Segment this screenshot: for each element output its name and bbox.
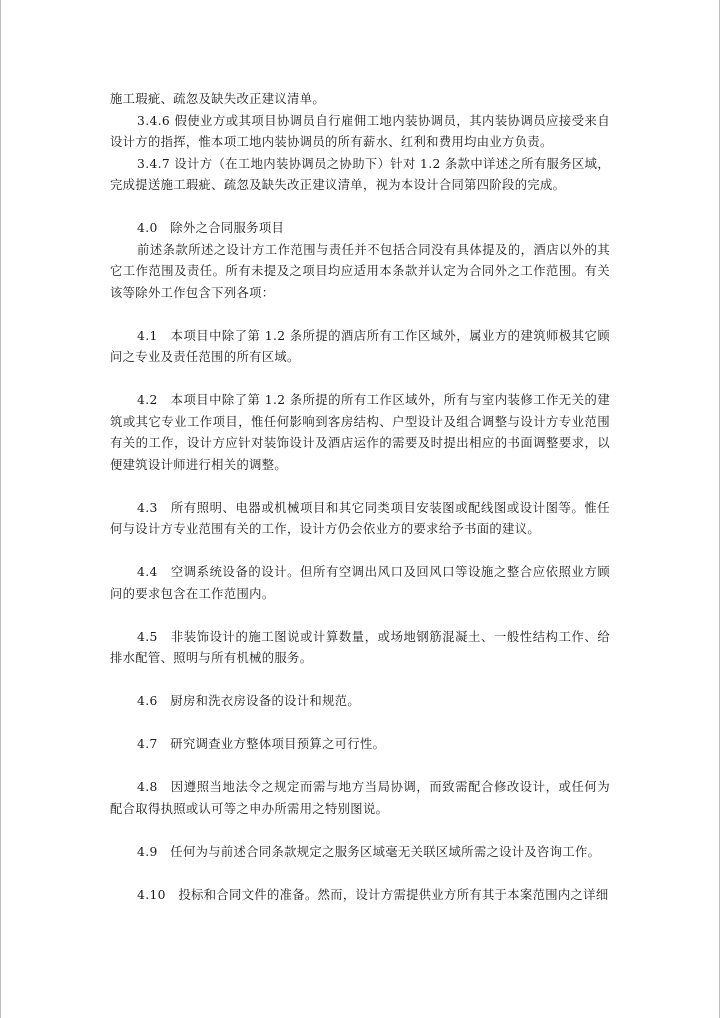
paragraph: 4.1 本项目中除了第 1.2 条所提的酒店所有工作区域外，属业方的建筑师极其它顾问之专业及责任范围的所有区域。 [110,328,610,364]
document-body [110,89,610,906]
paragraph: 4.6 厨房和洗衣房设备的设计和规范。 [137,694,361,708]
paragraph: 4.5 非装饰设计的施工图说或计算数量，或场地钢筋混凝土、一般性结构工作、给排水配管、照明与所有机械的服务。 [110,629,610,665]
paragraph: 4.2 本项目中除了第 1.2 条所提的所有工作区域外，所有与室内装修工作无关的建筑或其它专业工作项目，惟任何影响到客房结构、户型设计及组合调整与设计方专业范围有关的工作，设计方应针对装饰设计及酒店运作的需要及时提出相应的书面调整要求，以便建筑设计师进行相关的调整。 [110,393,610,472]
paragraph: 4.3 所有照明、电器或机械项目和其它同类项目安装图或配线图或设计图等。惟任何与设计方专业范围有关的工作，设计方仍会依业方的要求给予书面的建议。 [110,500,610,536]
paragraph: 4.8 因遵照当地法令之规定而需与地方当局协调，而致需配合修改设计，或任何为配合取得执照或认可等之申办所需用之特别图说。 [110,780,610,816]
paragraph: 施工瑕疵、疏忽及缺失改正建议清单。 [110,92,325,106]
paragraph: 4.9 任何为与前述合同条款规定之服务区域毫无关联区域所需之设计及咨询工作。 [137,844,601,859]
paragraph: 4.4 空调系统设备的设计。但所有空调出风口及回风口等设施之整合应依照业方顾问的要求包含在工作范围内。 [110,565,610,601]
paragraph: 3.4.7 设计方（在工地内装协调员之协助下）针对 1.2 条款中详述之所有服务区域，完成提送施工瑕疵、疏忽及缺失改正建议清单，视为本设计合同第四阶段的完成。 [110,156,610,192]
paragraph: 4.0 除外之合同服务项目 [137,221,285,235]
paragraph: 4.7 研究调查业方整体项目预算之可行性。 [137,737,386,751]
paragraph: 前述条款所述之设计方工作范围与责任并不包括合同没有具体提及的，酒店以外的其它工作范围及责任。所有未提及之项目均应适用本条款并认定为合同外之工作范围。有关该等除外工作包含下列各项： [110,242,610,300]
paragraph: 4.10 投标和合同文件的准备。然而，设计方需提供业方所有其于本案范围内之详细 [137,887,609,902]
page-left-border [0,0,1,1018]
paragraph: 3.4.6 假使业方或其项目协调员自行雇佣工地内装协调员，其内装协调员应接受来自设计方的指挥，惟本项工地内装协调员的所有薪水、红利和费用均由业方负责。 [110,113,610,149]
